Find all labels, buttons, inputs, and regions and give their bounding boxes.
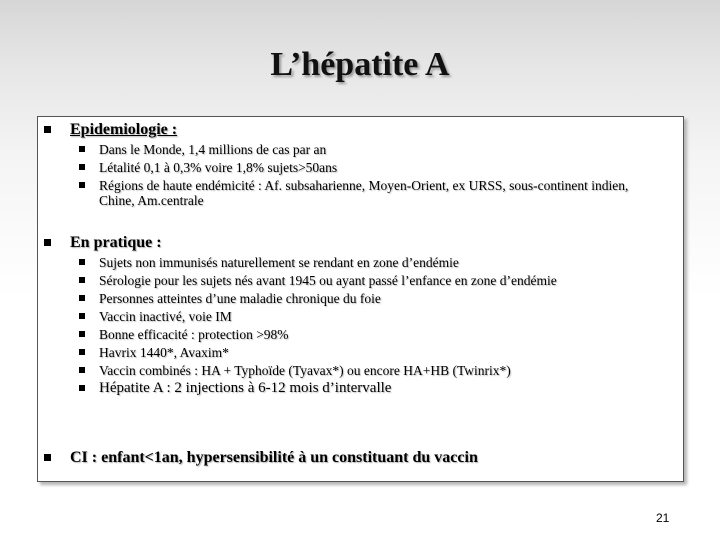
list-item: Dans le Monde, 1,4 millions de cas par an [78,142,658,157]
list-item: Personnes atteintes d’une maladie chronique du foie [78,291,658,306]
section-heading: CI : enfant<1an, hypersensibilité à un constituant du vaccin [70,449,478,466]
list-item: Vaccin combinés : HA + Typhoïde (Tyavax*) ou encore HA+HB (Twinrix*) [78,363,658,378]
en-pratique-list [78,255,658,399]
list-item: Régions de haute endémicité : Af. subsaharienne, Moyen-Orient, ex URSS, sous-continent indien, Chine, Am.centrale [78,178,658,208]
section-heading: Epidemiologie : [70,121,178,138]
epidemiologie-list [78,142,658,211]
list-item: Sérologie pour les sujets nés avant 1945 ou ayant passé l’enfance en zone d’endémie [78,273,658,288]
square-bullet-icon [44,239,51,246]
list-item: Hépatite A : 2 injections à 6-12 mois d’intervalle [78,381,658,396]
list-item: Bonne efficacité : protection >98% [78,327,658,342]
content-box [37,116,684,482]
list-item: Sujets non immunisés naturellement se rendant en zone d’endémie [78,255,658,270]
list-item: Havrix 1440*, Avaxim* [78,345,658,360]
slide-title: L’hépatite A [270,46,450,83]
square-bullet-icon [44,454,51,461]
section-heading: En pratique : [70,234,162,251]
square-bullet-icon [44,126,51,133]
page-number: 21 [656,511,670,525]
list-item: Létalité 0,1 à 0,3% voire 1,8% sujets>50ans [78,160,658,175]
list-item: Vaccin inactivé, voie IM [78,309,658,324]
